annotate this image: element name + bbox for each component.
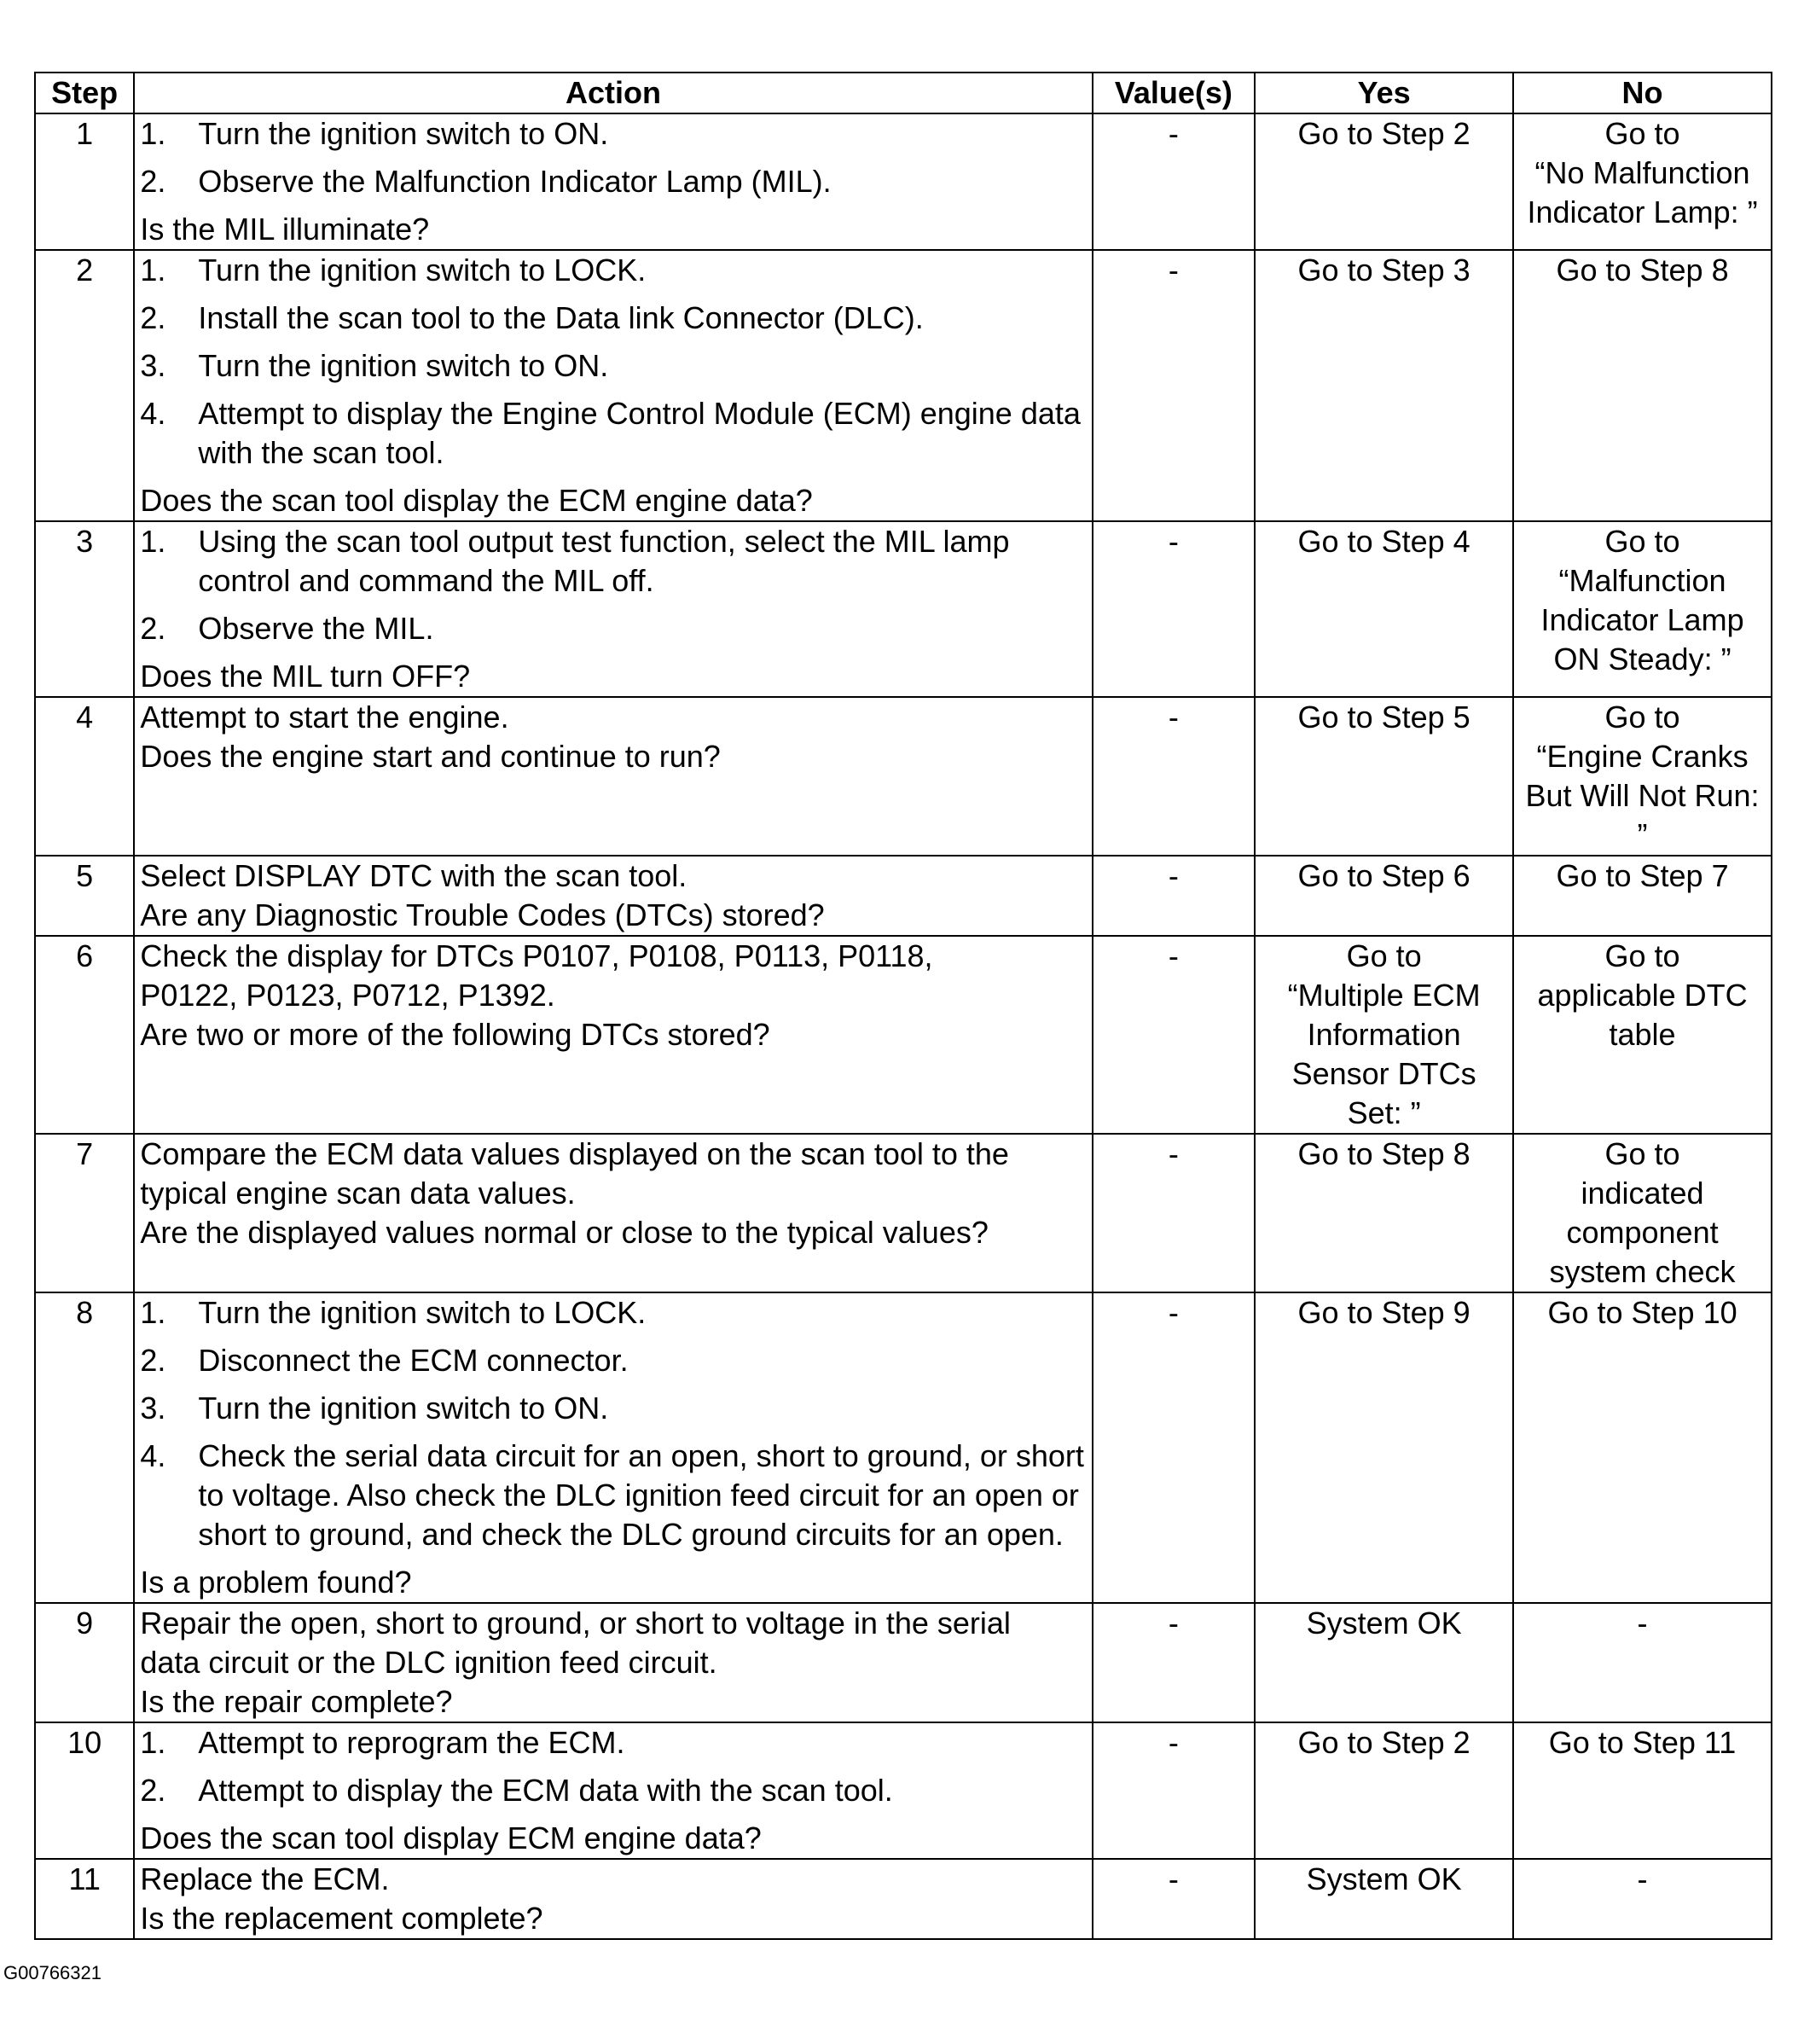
table-body (35, 113, 1772, 1939)
action-item-number: 2. (140, 1773, 166, 1808)
action-item-number: 4. (140, 1438, 166, 1473)
step-number: 3 (35, 521, 134, 697)
yes-text-line: Sensor DTCs (1291, 1056, 1476, 1091)
action-list-item (140, 1341, 1086, 1380)
action-item-number: 2. (140, 1343, 166, 1378)
table-row (35, 936, 1772, 1134)
value-cell: - (1093, 936, 1256, 1134)
table-row (35, 521, 1772, 697)
action-item-number: 4. (140, 396, 166, 431)
action-item-number: 3. (140, 348, 166, 383)
table-row (35, 1722, 1772, 1859)
value-cell: - (1093, 521, 1256, 697)
yes-text-line: Information (1307, 1017, 1461, 1052)
action-cell (134, 697, 1092, 856)
action-item-text: Turn the ignition switch to LOCK. (198, 1295, 647, 1330)
action-text-line: Repair the open, short to ground, or short to voltage in the serial (140, 1606, 1011, 1640)
yes-cell (1255, 1859, 1513, 1939)
no-text-line: - (1637, 1861, 1648, 1896)
action-list-item (140, 299, 1086, 338)
action-list-item (140, 1723, 1086, 1762)
yes-text-line: Go to (1346, 938, 1422, 973)
action-question: Does the scan tool display ECM engine data? (140, 1820, 762, 1855)
step-number: 2 (35, 250, 134, 521)
no-text-line: indicated (1581, 1176, 1704, 1211)
table-row (35, 1292, 1772, 1603)
action-item-number: 1. (140, 116, 166, 151)
action-text-line: Check the display for DTCs P0107, P0108, P0113, P0118, (140, 938, 933, 973)
yes-cell (1255, 1134, 1513, 1292)
yes-text-line: Go to Step 8 (1297, 1136, 1470, 1171)
yes-text-line: Go to Step 6 (1297, 858, 1470, 893)
action-text-line: Attempt to start the engine. (140, 700, 509, 735)
action-item-text: Attempt to display the ECM data with the scan tool. (198, 1773, 893, 1808)
action-item-text: Disconnect the ECM connector. (198, 1343, 629, 1378)
table-row (35, 1859, 1772, 1939)
action-cell (134, 1722, 1092, 1859)
action-item-text: Observe the Malfunction Indicator Lamp (MIL). (198, 164, 832, 199)
table-row (35, 1603, 1772, 1722)
action-item-text: Observe the MIL. (198, 611, 434, 646)
action-list-item (140, 114, 1086, 154)
action-list-item (140, 609, 1086, 648)
action-cell (134, 1134, 1092, 1292)
yes-text-line: Go to Step 5 (1297, 700, 1470, 735)
action-cell (134, 1292, 1092, 1603)
value-cell: - (1093, 856, 1256, 936)
action-cell (134, 113, 1092, 250)
action-list-item (140, 251, 1086, 290)
yes-cell (1255, 1603, 1513, 1722)
action-cell (134, 250, 1092, 521)
no-text-line: component (1566, 1215, 1719, 1250)
action-question: Are the displayed values normal or close to the typical values? (140, 1215, 989, 1250)
yes-cell (1255, 936, 1513, 1134)
yes-text-line: “Multiple ECM (1287, 978, 1481, 1013)
no-cell (1513, 936, 1772, 1134)
no-text-line: ” (1637, 817, 1648, 852)
yes-text-line: System OK (1306, 1861, 1462, 1896)
no-cell (1513, 250, 1772, 521)
action-item-text: Attempt to reprogram the ECM. (198, 1725, 625, 1760)
yes-text-line: System OK (1306, 1606, 1462, 1640)
action-question: Is the repair complete? (140, 1684, 453, 1719)
action-text-line: typical engine scan data values. (140, 1176, 576, 1211)
action-question: Are any Diagnostic Trouble Codes (DTCs) stored? (140, 897, 825, 932)
no-text-line: Go to Step 8 (1556, 253, 1729, 287)
header-no: No (1513, 73, 1772, 113)
no-text-line: “Engine Cranks (1536, 739, 1749, 774)
step-number: 1 (35, 113, 134, 250)
action-text-line: Compare the ECM data values displayed on the scan tool to the (140, 1136, 1009, 1171)
no-text-line: Go to (1604, 700, 1680, 735)
step-number: 5 (35, 856, 134, 936)
value-cell: - (1093, 1134, 1256, 1292)
action-cell (134, 1603, 1092, 1722)
value-cell: - (1093, 1859, 1256, 1939)
no-cell (1513, 856, 1772, 936)
action-item-text: Using the scan tool output test function, select the MIL lamp control and command the MIL off. (198, 524, 1010, 598)
yes-cell (1255, 1722, 1513, 1859)
no-text-line: - (1637, 1606, 1648, 1640)
action-question: Does the engine start and continue to run? (140, 739, 721, 774)
no-text-line: applicable DTC (1537, 978, 1748, 1013)
no-text-line: ON Steady: ” (1553, 642, 1731, 676)
no-cell (1513, 113, 1772, 250)
no-text-line: “No Malfunction (1534, 155, 1750, 190)
action-list-item (140, 1389, 1086, 1428)
action-question: Is a problem found? (140, 1565, 412, 1600)
no-text-line: Go to Step 10 (1547, 1295, 1737, 1330)
action-item-number: 1. (140, 524, 166, 559)
action-item-text: Turn the ignition switch to LOCK. (198, 253, 647, 287)
no-text-line: “Malfunction (1558, 563, 1726, 598)
no-text-line: Go to Step 11 (1548, 1725, 1737, 1760)
action-item-number: 1. (140, 253, 166, 287)
step-number: 4 (35, 697, 134, 856)
action-list-item (140, 346, 1086, 386)
action-list-item (140, 162, 1086, 201)
yes-text-line: Go to Step 3 (1297, 253, 1470, 287)
step-number: 10 (35, 1722, 134, 1859)
step-number: 9 (35, 1603, 134, 1722)
action-list-item (140, 1771, 1086, 1810)
yes-cell (1255, 250, 1513, 521)
action-list-item (140, 522, 1086, 601)
no-text-line: system check (1549, 1254, 1736, 1289)
step-number: 8 (35, 1292, 134, 1603)
yes-text-line: Set: ” (1347, 1095, 1421, 1130)
no-cell (1513, 1859, 1772, 1939)
action-item-number: 2. (140, 300, 166, 335)
value-cell: - (1093, 1603, 1256, 1722)
value-cell: - (1093, 113, 1256, 250)
action-cell (134, 521, 1092, 697)
yes-cell (1255, 521, 1513, 697)
action-question: Are two or more of the following DTCs stored? (140, 1017, 770, 1052)
action-item-text: Check the serial data circuit for an open, short to ground, or short to voltage. Also check the DLC ignition feed circuit for an open or short to ground, and check the DLC ground circuits for an open. (198, 1438, 1084, 1552)
value-cell: - (1093, 697, 1256, 856)
yes-cell (1255, 697, 1513, 856)
yes-text-line: Go to Step 4 (1297, 524, 1470, 559)
no-text-line: Go to (1604, 116, 1680, 151)
action-item-number: 2. (140, 611, 166, 646)
action-list-item (140, 1293, 1086, 1333)
step-number: 7 (35, 1134, 134, 1292)
no-text-line: Indicator Lamp: ” (1527, 195, 1758, 229)
action-question: Is the replacement complete? (140, 1901, 543, 1936)
yes-text-line: Go to Step 9 (1297, 1295, 1470, 1330)
action-item-number: 1. (140, 1295, 166, 1330)
action-item-text: Attempt to display the Engine Control Module (ECM) engine data with the scan tool. (198, 396, 1081, 470)
no-cell (1513, 521, 1772, 697)
header-yes: Yes (1255, 73, 1513, 113)
action-text-line: Replace the ECM. (140, 1861, 390, 1896)
yes-text-line: Go to Step 2 (1297, 1725, 1470, 1760)
table-row (35, 250, 1772, 521)
action-item-text: Turn the ignition switch to ON. (198, 116, 609, 151)
no-text-line: Go to (1604, 938, 1680, 973)
action-item-text: Install the scan tool to the Data link Connector (DLC). (198, 300, 924, 335)
action-item-number: 2. (140, 164, 166, 199)
action-item-text: Turn the ignition switch to ON. (198, 1391, 609, 1426)
no-text-line: Go to (1604, 1136, 1680, 1171)
value-cell: - (1093, 1292, 1256, 1603)
action-question: Does the scan tool display the ECM engine data? (140, 483, 813, 518)
no-text-line: Go to Step 7 (1556, 858, 1729, 893)
yes-cell (1255, 113, 1513, 250)
no-cell (1513, 1134, 1772, 1292)
value-cell: - (1093, 1722, 1256, 1859)
no-text-line: Go to (1604, 524, 1680, 559)
action-list-item (140, 1437, 1086, 1554)
table-row (35, 856, 1772, 936)
no-cell (1513, 697, 1772, 856)
no-text-line: table (1609, 1017, 1676, 1052)
value-cell: - (1093, 250, 1256, 521)
action-item-number: 1. (140, 1725, 166, 1760)
action-item-number: 3. (140, 1391, 166, 1426)
table-row (35, 113, 1772, 250)
no-text-line: But Will Not Run: (1525, 778, 1760, 813)
no-cell (1513, 1722, 1772, 1859)
header-values: Value(s) (1093, 73, 1256, 113)
header-step: Step (35, 73, 134, 113)
action-question: Is the MIL illuminate? (140, 212, 430, 247)
no-cell (1513, 1292, 1772, 1603)
diagnostic-table (34, 72, 1772, 1940)
action-item-text: Turn the ignition switch to ON. (198, 348, 609, 383)
header-action: Action (134, 73, 1092, 113)
step-number: 6 (35, 936, 134, 1134)
action-list-item (140, 394, 1086, 473)
action-cell (134, 936, 1092, 1134)
yes-text-line: Go to Step 2 (1297, 116, 1470, 151)
action-cell (134, 1859, 1092, 1939)
header-row (35, 73, 1772, 113)
step-number: 11 (35, 1859, 134, 1939)
action-question: Does the MIL turn OFF? (140, 659, 471, 694)
action-text-line: data circuit or the DLC ignition feed circuit. (140, 1645, 717, 1680)
yes-cell (1255, 856, 1513, 936)
action-text-line: P0122, P0123, P0712, P1392. (140, 978, 555, 1013)
no-cell (1513, 1603, 1772, 1722)
table-row (35, 1134, 1772, 1292)
yes-cell (1255, 1292, 1513, 1603)
figure-id: G00766321 (3, 1962, 102, 1983)
action-text-line: Select DISPLAY DTC with the scan tool. (140, 858, 687, 893)
no-text-line: Indicator Lamp (1540, 602, 1744, 637)
action-cell (134, 856, 1092, 936)
table-row (35, 697, 1772, 856)
